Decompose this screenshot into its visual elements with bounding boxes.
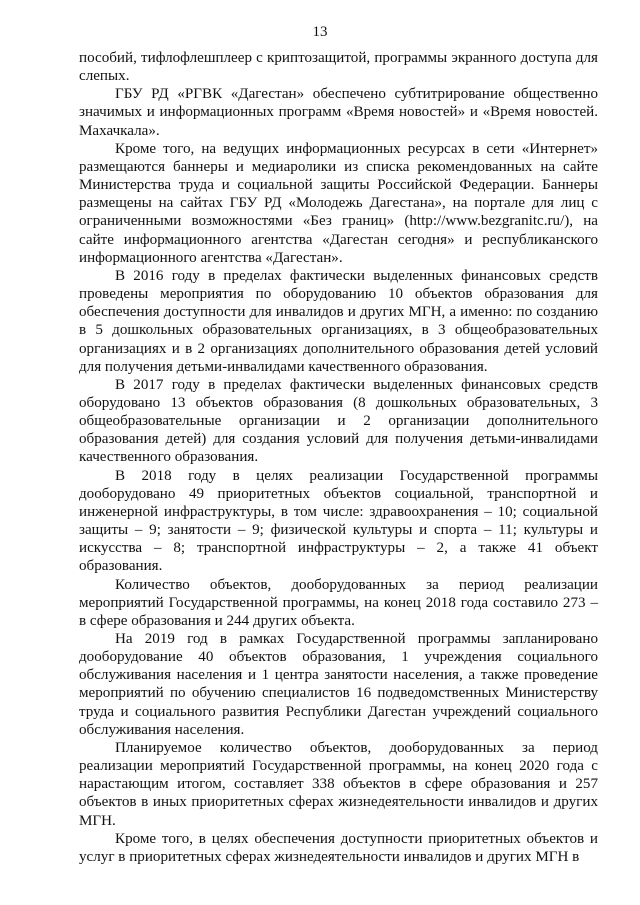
paragraph-total-objects: Количество объектов, дооборудованных за период реализации мероприятий Государственной программы, на конец 2018 года составило 273 – в сфере образования и 244 других объекта. [79,576,598,629]
paragraph-internet-banners: Кроме того, на ведущих информационных ресурсах в сети «Интернет» размещаются баннеры и медиаролики из списка рекомендованных на сайте Министерства труда и социальной защиты Российской Федерации. Баннеры размещены на сайтах ГБУ РД «Молодежь Дагестана», на портале для лиц с ограниченными возможностями «Без границ» (http://www.bezgranitc.ru/), на сайте информационного агентства «Дагестан сегодня» и республиканского информационного агентства «Дагестан». [79,140,598,266]
paragraph-2019: На 2019 год в рамках Государственной программы запланировано дооборудование 40 объектов образования, 1 учреждения социального обслуживания населения и 1 центра занятости населения, а также проведение мероприятий по обучению специалистов 16 подведомственных Министерству труда и социального развития Республики Дагестан учреждений социального обслуживания населения. [79,631,598,738]
paragraph-2017: В 2017 году в пределах фактически выделенных финансовых средств оборудовано 13 объектов образования (8 дошкольных образовательных, 3 общеобразовательные организации и 2 организации дополнительного образования детей) для создания условий для получения детьми-инвалидами качественного образования. [79,376,598,466]
paragraph-2016: В 2016 году в пределах фактически выделенных финансовых средств проведены мероприятия по оборудованию 10 объектов образования для обеспечения доступности для инвалидов и других МГН, а именно: по созданию в 5 дошкольных образовательных организациях, в 3 общеобразовательных организациях и в 2 организациях дополнительного образования детей условий для получения детьми-инвалидами качественного образования. [79,267,598,375]
paragraph-continuation: пособий, тифлофлешплеер с криптозащитой, программы экранного доступа для слепых. [79,50,598,85]
paragraph-subtitling: ГБУ РД «РГВК «Дагестан» обеспечено субтитрирование общественно значимых и информационных программ «Время новостей» и «Время новостей. Махачкала». [79,86,598,139]
paragraph-2020-plan: Планируемое количество объектов, дооборудованных за период реализации мероприятий Государственной программы, на конец 2020 года с нарастающим итогом, составляет 338 объектов в сфере образования и 257 объектов в иных приоритетных сферах жизнедеятельности инвалидов и других МГН. [79,739,598,829]
document-body [79,49,598,866]
paragraph-final: Кроме того, в целях обеспечения доступности приоритетных объектов и услуг в приоритетных сферах жизнедеятельности инвалидов и других МГН в [79,830,598,865]
paragraph-2018: В 2018 году в целях реализации Государственной программы дооборудовано 49 приоритетных объектов социальной, транспортной и инженерной инфраструктуры, в том числе: здравоохранения – 10; социальной защиты – 9; занятости – 9; физической культуры и спорта – 11; культуры и искусства – 8; транспортной инфраструктуры – 2, а также 41 объект образования. [79,467,598,575]
page-number: 13 [312,24,328,40]
